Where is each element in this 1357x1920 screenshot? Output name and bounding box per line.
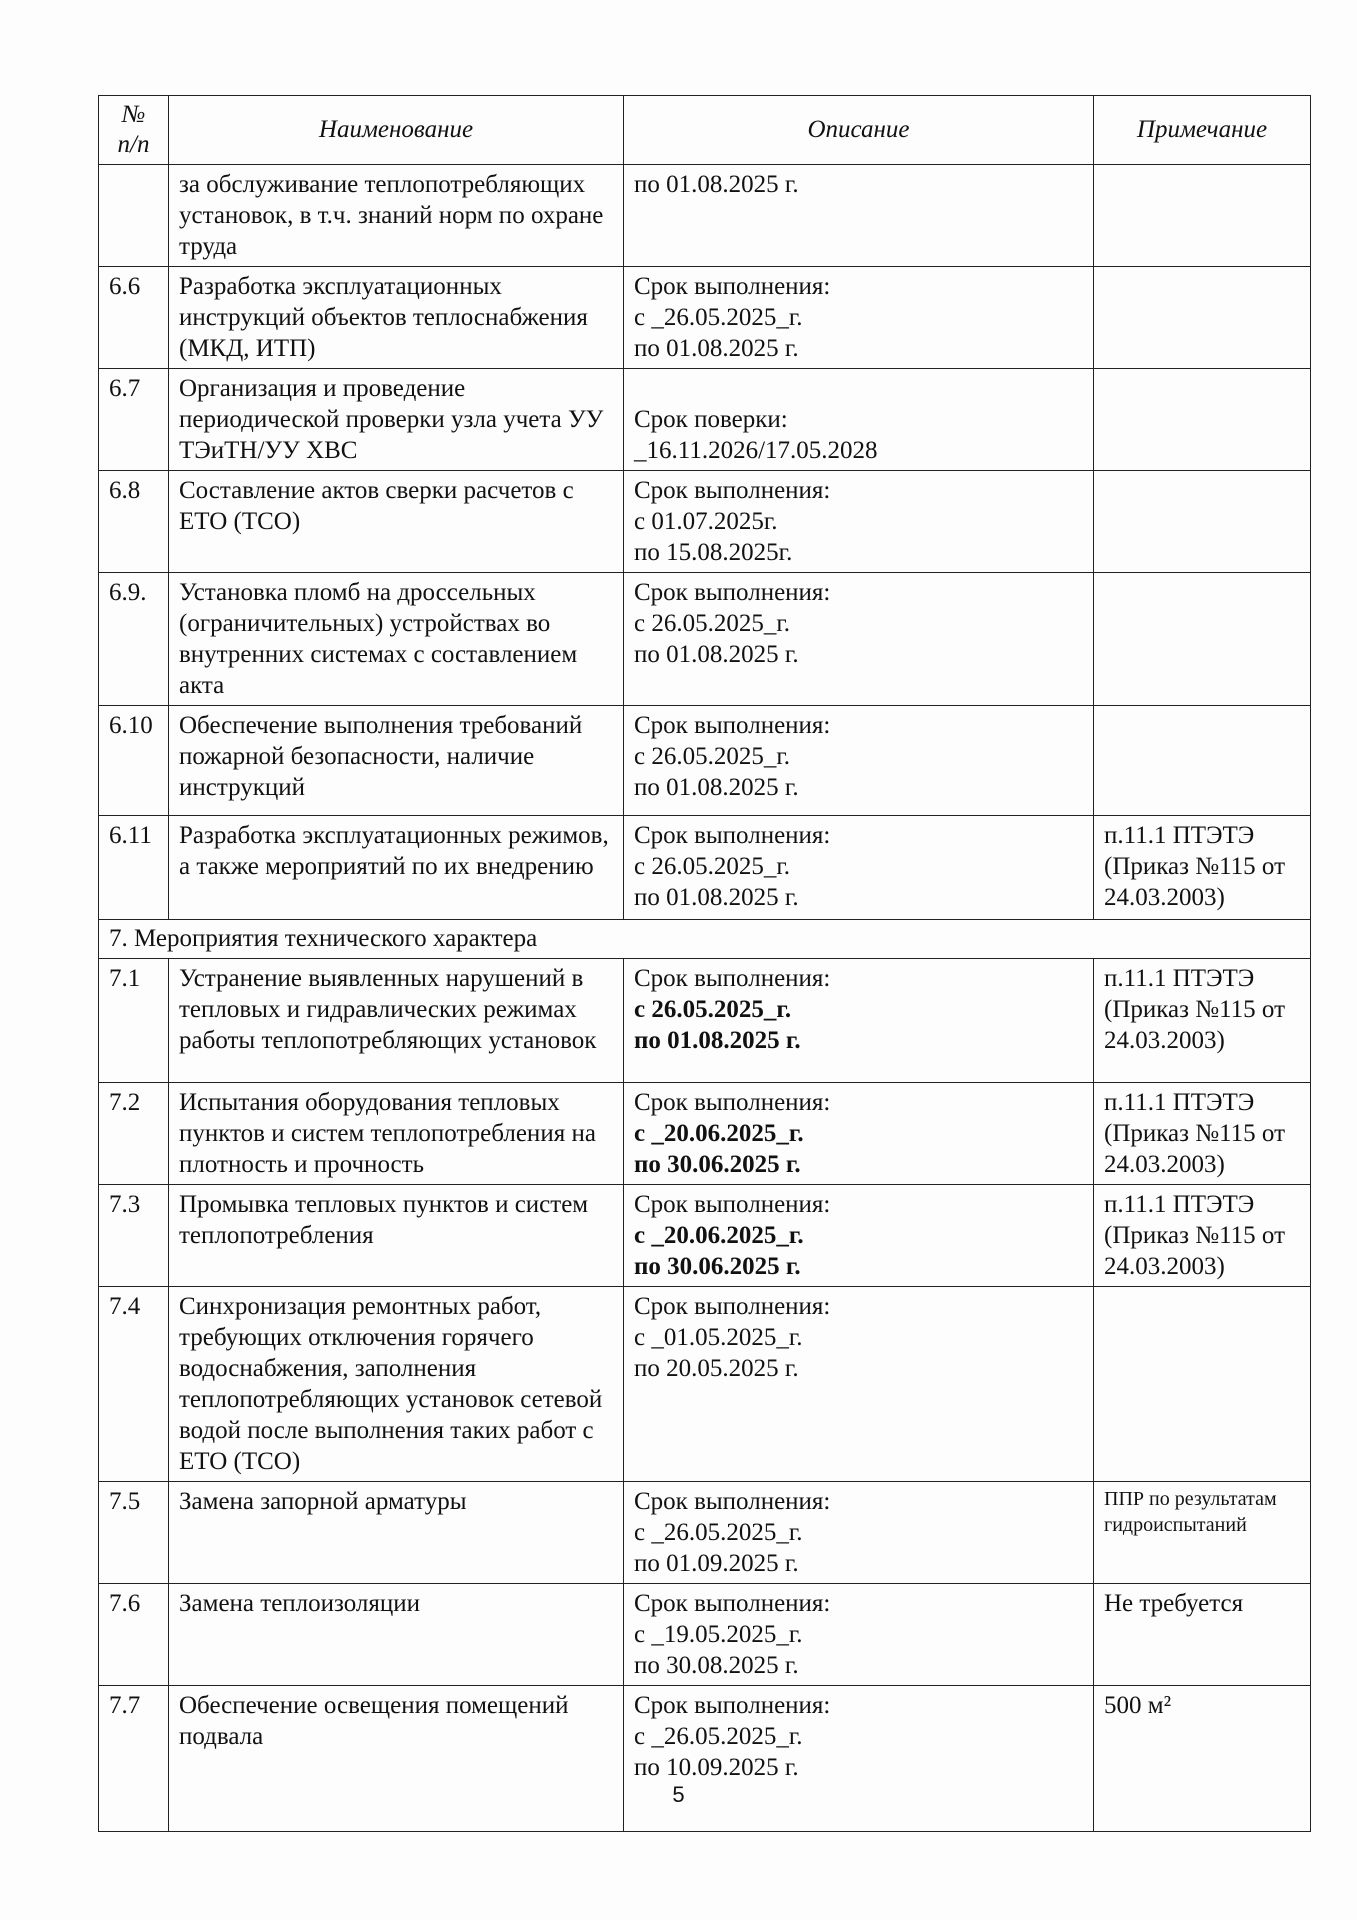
row-num: 7.1 [99, 959, 169, 1083]
desc-line: по 01.08.2025 г. [634, 1027, 801, 1054]
desc-line: _16.11.2026/17.05.2028 [634, 437, 878, 464]
row-num: 6.6 [99, 267, 169, 369]
row-desc [624, 816, 1094, 920]
row-name: Организация и проведение периодической проверки узла учета УУ ТЭиТН/УУ ХВС [169, 369, 624, 471]
row-note: ППР по результатам гидроиспытаний [1094, 1482, 1311, 1584]
row-note [1094, 1287, 1311, 1482]
section-heading-row [99, 920, 1311, 959]
row-note: Не требуется [1094, 1584, 1311, 1686]
row-note: 500 м² [1094, 1686, 1311, 1832]
desc-line: по 01.08.2025 г. [634, 335, 799, 362]
row-num: 6.11 [99, 816, 169, 920]
desc-line: с _26.05.2025_г. [634, 1723, 803, 1750]
row-desc [624, 1287, 1094, 1482]
row-name: Промывка тепловых пунктов и систем теплопотребления [169, 1185, 624, 1287]
row-note [1094, 471, 1311, 573]
desc-line: Срок выполнения: [634, 1191, 831, 1218]
desc-line: Срок выполнения: [634, 1692, 831, 1719]
table-row [99, 471, 1311, 573]
row-name: за обслуживание теплопотребляющих установок, в т.ч. знаний норм по охране труда [169, 165, 624, 267]
table-row [99, 1584, 1311, 1686]
row-num: 6.7 [99, 369, 169, 471]
row-desc [624, 959, 1094, 1083]
desc-line: с _26.05.2025_г. [634, 304, 803, 331]
row-name: Испытания оборудования тепловых пунктов и систем теплопотребления на плотность и прочность [169, 1083, 624, 1185]
desc-line: с _20.06.2025_г. [634, 1222, 804, 1249]
table-row [99, 1083, 1311, 1185]
row-num: 7.5 [99, 1482, 169, 1584]
row-desc [624, 1584, 1094, 1686]
desc-line: по 30.06.2025 г. [634, 1151, 801, 1178]
row-desc [624, 573, 1094, 706]
desc-line: по 01.08.2025 г. [634, 171, 799, 198]
desc-line: Срок выполнения: [634, 1089, 831, 1116]
table-row [99, 267, 1311, 369]
desc-line: с _01.05.2025_г. [634, 1324, 803, 1351]
row-name: Разработка эксплуатационных инструкций объектов теплоснабжения (МКД, ИТП) [169, 267, 624, 369]
desc-line: по 30.06.2025 г. [634, 1253, 801, 1280]
row-desc [624, 706, 1094, 816]
table-row [99, 1686, 1311, 1832]
table-row [99, 1287, 1311, 1482]
row-name: Составление актов сверки расчетов с ЕТО (ТСО) [169, 471, 624, 573]
row-num [99, 165, 169, 267]
header-name: Наименование [169, 96, 624, 165]
row-num: 7.4 [99, 1287, 169, 1482]
table-row [99, 959, 1311, 1083]
header-note: Примечание [1094, 96, 1311, 165]
row-name: Обеспечение выполнения требований пожарной безопасности, наличие инструкций [169, 706, 624, 816]
row-desc [624, 1686, 1094, 1832]
row-num: 7.7 [99, 1686, 169, 1832]
desc-line: с _19.05.2025_г. [634, 1621, 803, 1648]
desc-line: с 26.05.2025_г. [634, 853, 791, 880]
desc-line: Срок выполнения: [634, 712, 831, 739]
desc-line: Срок выполнения: [634, 965, 831, 992]
desc-line: Срок выполнения: [634, 1590, 831, 1617]
desc-line: с _20.06.2025_г. [634, 1120, 804, 1147]
desc-line: с 26.05.2025_г. [634, 996, 792, 1023]
row-name: Устранение выявленных нарушений в тепловых и гидравлических режимах работы теплопотребляющих установок [169, 959, 624, 1083]
row-name: Замена запорной арматуры [169, 1482, 624, 1584]
desc-line: по 01.08.2025 г. [634, 641, 799, 668]
desc-line: по 10.09.2025 г. [634, 1754, 799, 1781]
desc-line: Срок выполнения: [634, 477, 831, 504]
row-desc [624, 1185, 1094, 1287]
row-num: 6.10 [99, 706, 169, 816]
desc-line: Срок выполнения: [634, 579, 831, 606]
table-row [99, 706, 1311, 816]
desc-line: с 26.05.2025_г. [634, 743, 791, 770]
header-desc: Описание [624, 96, 1094, 165]
row-name: Замена теплоизоляции [169, 1584, 624, 1686]
desc-line: Срок поверки: [634, 406, 788, 433]
row-desc [624, 267, 1094, 369]
row-name: Обеспечение освещения помещений подвала [169, 1686, 624, 1832]
row-num: 6.8 [99, 471, 169, 573]
row-num: 7.2 [99, 1083, 169, 1185]
row-desc [624, 369, 1094, 471]
table-row [99, 1482, 1311, 1584]
activities-table [98, 95, 1311, 1832]
row-note: п.11.1 ПТЭТЭ (Приказ №115 от 24.03.2003) [1094, 1083, 1311, 1185]
row-num: 7.6 [99, 1584, 169, 1686]
desc-line: Срок выполнения: [634, 1293, 831, 1320]
row-num: 6.9. [99, 573, 169, 706]
row-note [1094, 369, 1311, 471]
desc-line: с _26.05.2025_г. [634, 1519, 803, 1546]
row-note: п.11.1 ПТЭТЭ (Приказ №115 от 24.03.2003) [1094, 959, 1311, 1083]
table-row [99, 573, 1311, 706]
row-note: п.11.1 ПТЭТЭ (Приказ №115 от 24.03.2003) [1094, 1185, 1311, 1287]
header-num: № п/п [99, 96, 169, 165]
row-name: Установка пломб на дроссельных (ограничительных) устройствах во внутренних системах с составлением акта [169, 573, 624, 706]
row-desc [624, 165, 1094, 267]
desc-line: с 26.05.2025_г. [634, 610, 791, 637]
table-row [99, 165, 1311, 267]
table-row [99, 816, 1311, 920]
desc-line: по 20.05.2025 г. [634, 1355, 799, 1382]
section-title: 7. Мероприятия технического характера [99, 920, 1311, 959]
table-row [99, 369, 1311, 471]
row-desc [624, 1482, 1094, 1584]
desc-line: Срок выполнения: [634, 1488, 831, 1515]
row-num: 7.3 [99, 1185, 169, 1287]
row-note [1094, 267, 1311, 369]
row-desc [624, 1083, 1094, 1185]
desc-line: по 15.08.2025г. [634, 539, 793, 566]
row-name: Разработка эксплуатационных режимов, а также мероприятий по их внедрению [169, 816, 624, 920]
desc-line: по 01.09.2025 г. [634, 1550, 799, 1577]
row-desc [624, 471, 1094, 573]
table-header-row [99, 96, 1311, 165]
desc-line: по 01.08.2025 г. [634, 774, 799, 801]
desc-line: Срок выполнения: [634, 273, 831, 300]
desc-line: по 01.08.2025 г. [634, 884, 799, 911]
row-name: Синхронизация ремонтных работ, требующих отключения горячего водоснабжения, заполнения теплопотребляющих установок сетевой водой после выполнения таких работ с ЕТО (ТСО) [169, 1287, 624, 1482]
page-number: 5 [672, 1782, 685, 1807]
desc-line: по 30.08.2025 г. [634, 1652, 799, 1679]
row-note [1094, 573, 1311, 706]
table-row [99, 1185, 1311, 1287]
row-note [1094, 165, 1311, 267]
row-note: п.11.1 ПТЭТЭ (Приказ №115 от 24.03.2003) [1094, 816, 1311, 920]
desc-line: Срок выполнения: [634, 822, 831, 849]
row-note [1094, 706, 1311, 816]
desc-line: с 01.07.2025г. [634, 508, 778, 535]
